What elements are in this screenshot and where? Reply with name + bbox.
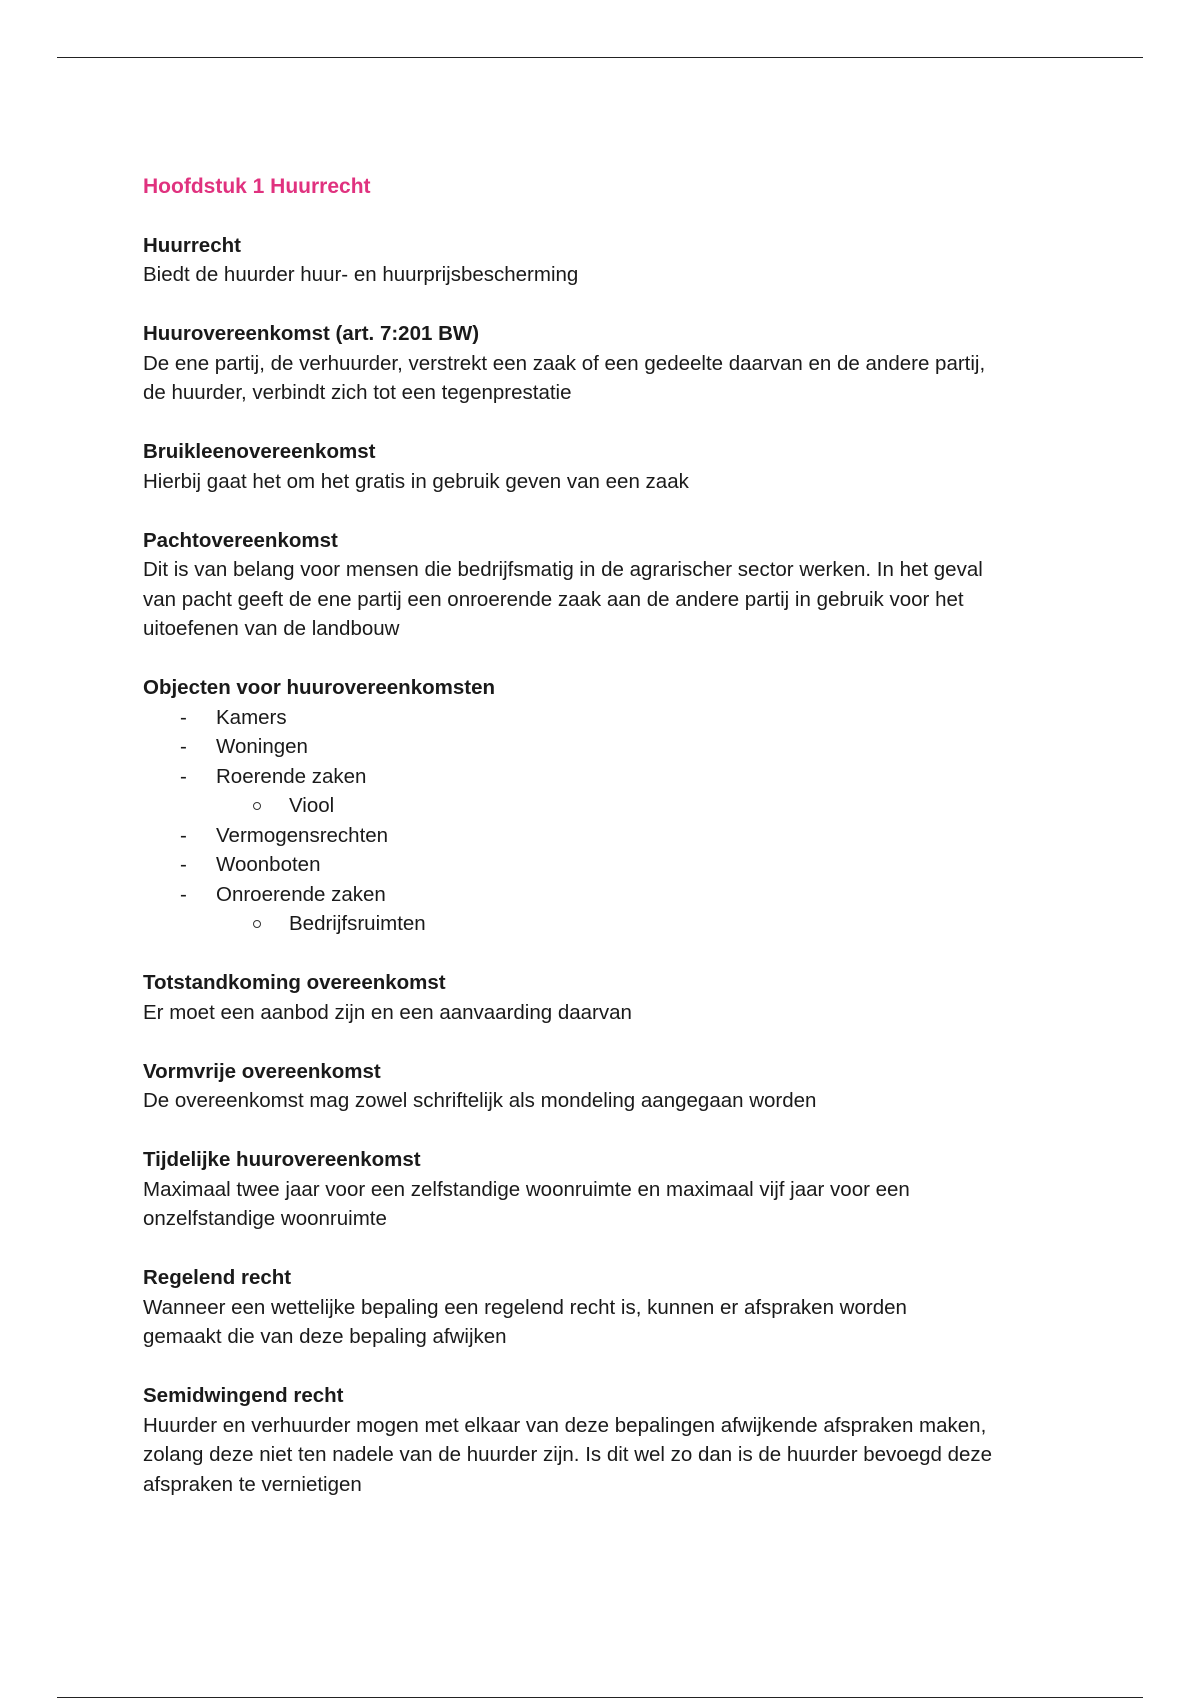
list-item [143, 821, 1073, 851]
list-item [143, 762, 1073, 821]
section-text: Maximaal twee jaar voor een zelfstandige woonruimte en maximaal vijf jaar voor een [143, 1177, 910, 1201]
section-text: de huurder, verbindt zich tot een tegenprestatie [143, 381, 572, 404]
section [143, 319, 1073, 408]
section-text: zolang deze niet ten nadele van de huurder zijn. Is dit wel zo dan is de huurder bevoegd deze [143, 1443, 993, 1466]
list-item [143, 703, 1073, 733]
section [143, 1145, 1073, 1234]
list-item [143, 880, 1073, 939]
section-text: Wanneer een wettelijke bepaling een regelend recht is, kunnen er afspraken worden [143, 1295, 907, 1319]
section-title: Semidwingend recht [143, 1384, 344, 1407]
section-title: Regelend recht [143, 1266, 292, 1289]
list-item-label: Roerende zaken [216, 764, 367, 788]
sections-after [143, 968, 1073, 1499]
section-text: Huurder en verhuurder mogen met elkaar van deze bepalingen afwijkende afspraken maken, [143, 1413, 987, 1437]
section [143, 1381, 1073, 1499]
header-rule [57, 57, 1143, 58]
sub-list-item-label: Bedrijfsruimten [289, 912, 426, 935]
circle-bullet-icon [253, 920, 261, 928]
section-title: Huurrecht [143, 233, 241, 257]
dash-bullet: - [180, 735, 187, 758]
section-title: Objecten voor huurovereenkomsten [143, 676, 496, 699]
list-item [143, 732, 1073, 762]
section [143, 526, 1073, 644]
section-title: Totstandkoming overeenkomst [143, 971, 446, 994]
section [143, 1057, 1073, 1116]
footer-rule [57, 1697, 1143, 1698]
section [143, 1263, 1073, 1352]
list-item [143, 850, 1073, 880]
section-title: Pachtovereenkomst [143, 528, 338, 552]
list-item-label: Woonboten [216, 853, 321, 876]
section-text: uitoefenen van de landbouw [143, 617, 400, 640]
dash-bullet: - [180, 764, 187, 788]
section-text: van pacht geeft de ene partij een onroerende zaak aan de andere partij in gebruik voor het [143, 587, 964, 611]
list-item-label: Onroerende zaken [216, 882, 386, 906]
list-item-label: Vermogensrechten [216, 823, 389, 847]
section-text: afspraken te vernietigen [143, 1472, 362, 1496]
section [143, 231, 1073, 290]
section [143, 437, 1073, 496]
circle-bullet-icon [253, 802, 261, 810]
sub-list-item [216, 909, 1073, 939]
sub-list-item-label: Viool [289, 794, 335, 817]
section-text: Hierbij gaat het om het gratis in gebruik geven van een zaak [143, 469, 689, 493]
list-item-label: Kamers [216, 705, 287, 729]
sections-before [143, 231, 1073, 644]
section-title: Vormvrije overeenkomst [143, 1059, 381, 1083]
section-text: De overeenkomst mag zowel schriftelijk als mondeling aangegaan worden [143, 1089, 817, 1112]
sub-list [216, 909, 1073, 939]
dash-bullet: - [180, 823, 187, 847]
section-text: gemaakt die van deze bepaling afwijken [143, 1325, 507, 1348]
section-title: Tijdelijke huurovereenkomst [143, 1148, 421, 1171]
objects-section [143, 673, 1073, 939]
section-text: Er moet een aanbod zijn en een aanvaarding daarvan [143, 1000, 632, 1024]
sub-list [216, 791, 1073, 821]
chapter-heading: Hoofdstuk 1 Huurrecht [143, 175, 371, 198]
section-title: Huurovereenkomst (art. 7:201 BW) [143, 322, 480, 345]
dash-bullet: - [180, 853, 187, 876]
section-text: De ene partij, de verhuurder, verstrekt een zaak of een gedeelte daarvan en de andere partij, [143, 351, 986, 375]
section-text: onzelfstandige woonruimte [143, 1207, 387, 1230]
section-title: Bruikleenovereenkomst [143, 440, 376, 463]
section-text: Biedt de huurder huur- en huurprijsbescherming [143, 263, 579, 286]
dash-bullet: - [180, 882, 187, 906]
list-item-label: Woningen [216, 735, 308, 758]
section [143, 968, 1073, 1027]
objects-list [143, 703, 1073, 939]
sub-list-item [216, 791, 1073, 821]
dash-bullet: - [180, 705, 187, 729]
document-body [143, 172, 1073, 1529]
section-text: Dit is van belang voor mensen die bedrijfsmatig in de agrarischer sector werken. In het geval [143, 558, 983, 581]
